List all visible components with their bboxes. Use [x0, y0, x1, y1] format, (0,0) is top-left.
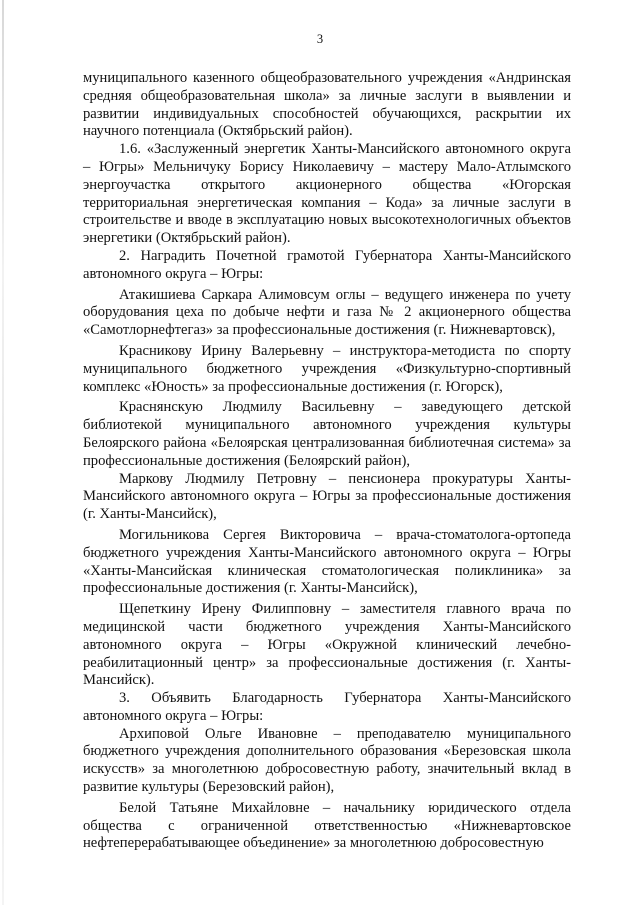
paragraph-continuation: муниципального казенного общеобразовательного учреждения «Андринская средняя общеобразовательная школа» за личные заслуги в выявлении и развитии индивидуальных способностей обучающихся, раскрытии их научного потенциала (Октябрьский район). — [83, 70, 571, 140]
paragraph-recipient-markova: Маркову Людмилу Петровну – пенсионера прокуратуры Ханты-Мансийского автономного округа – Югры за профессиональные достижения (г. Ханты-Мансийск), — [83, 470, 571, 523]
paragraph-recipient-krasnyanskaya: Краснянскую Людмилу Васильевну – заведующего детской библиотекой муниципального автономного учреждения культуры Белоярского района «Белоярская централизованная библиотечная система» за профессиональные достижения (Белоярский район), — [83, 399, 571, 469]
paragraph-recipient-mogilnikov: Могильникова Сергея Викторовича – врача-стоматолога-ортопеда бюджетного учреждения Ханты-Мансийского автономного округа – Югры «Ханты-Мансийская клиническая стоматологическая поликлиника» за профессиональные достижения (г. Ханты-Мансийск), — [83, 526, 571, 597]
document-body — [83, 70, 571, 853]
paragraph-recipient-arkhipova: Архиповой Ольге Ивановне – преподавателю муниципального бюджетного учреждения дополнительного образования «Березовская школа искусств» за многолетнюю добросовестную работу, значительный вклад в развитие культуры (Березовский район), — [83, 725, 571, 796]
paragraph-recipient-krasnikova: Красникову Ирину Валерьевну – инструктора-методиста по спорту муниципального бюджетного учреждения «Физкультурно-спортивный комплекс «Юность» за профессиональные достижения (г. Югорск), — [83, 342, 571, 395]
paragraph-award-1-6: 1.6. «Заслуженный энергетик Ханты-Мансийского автономного округа – Югры» Мельничуку Борису Николаевичу – мастеру Мало-Атлымского энергоучастка открытого акционерного общества «Югорская территориальная энергетическая компания – Кода» за личные заслуги в строительстве и вводе в эксплуатацию новых высокотехнологичных объектов энергетики (Октябрьский район). — [83, 141, 571, 247]
page-number: 3 — [316, 32, 324, 46]
scan-edge-shadow — [2, 0, 4, 905]
paragraph-section-3-heading: 3. Объявить Благодарность Губернатора Ханты-Мансийского автономного округа – Югры: — [83, 690, 571, 724]
paragraph-recipient-shchepetkina: Щепеткину Ирену Филипповну – заместителя главного врача по медицинской части бюджетного учреждения Ханты-Мансийского автономного округа – Югры «Окружной клинический лечебно-реабилитационный центр» за профессиональные достижения (г. Ханты-Мансийск). — [83, 601, 571, 689]
paragraph-recipient-belaya: Белой Татьяне Михайловне – начальнику юридического отдела общества с ограниченной ответственностью «Нижневартовское нефтеперерабатывающее объединение» за многолетнюю добросовестную — [83, 799, 571, 852]
paragraph-section-2-heading: 2. Наградить Почетной грамотой Губернатора Ханты-Мансийского автономного округа – Югры: — [83, 247, 571, 282]
paragraph-recipient-atakishiev: Атакишиева Саркара Алимовсум оглы – ведущего инженера по учету оборудования цеха по добыче нефти и газа № 2 акционерного общества «Самотлорнефтегаз» за профессиональные достижения (г. Нижневартовск), — [83, 286, 571, 339]
